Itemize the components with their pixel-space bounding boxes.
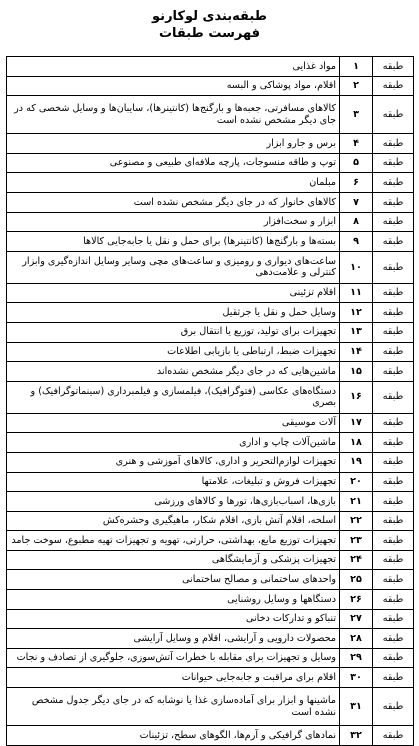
table-row	[7, 96, 414, 134]
class-number-cell: ۶	[340, 173, 373, 193]
class-description-cell: اقلام تزئینی	[7, 283, 340, 303]
table-row	[7, 452, 414, 472]
table-row	[7, 381, 414, 413]
table-row	[7, 192, 414, 212]
class-description-cell: تجهیزات لوازم‌التحریر و اداری، کالاهای آموزشی و هنری	[7, 452, 340, 472]
class-label-cell: طبقه	[373, 472, 414, 492]
class-description-cell: دستگاهها و وسایل روشنایی	[7, 590, 340, 610]
class-label-cell: طبقه	[373, 342, 414, 362]
class-list-body	[7, 57, 414, 746]
table-row	[7, 688, 414, 726]
table-row	[7, 283, 414, 303]
document-title: طبقه‌بندی لوکارنو	[152, 9, 267, 24]
table-row	[7, 212, 414, 232]
class-label-cell: طبقه	[373, 96, 414, 134]
class-label-cell: طبقه	[373, 212, 414, 232]
class-list-table	[6, 56, 414, 746]
class-description-cell: تجهیزات فروش و تبلیغات، علامتها	[7, 472, 340, 492]
class-label-cell: طبقه	[373, 511, 414, 531]
class-description-cell: آلات موسیقی	[7, 413, 340, 433]
class-number-cell: ۱۸	[340, 433, 373, 453]
class-number-cell: ۲۶	[340, 590, 373, 610]
class-description-cell: نمادهای گرافیکی و آرم‌ها، الگوهای سطح، تزئینات	[7, 726, 340, 746]
class-number-cell: ۱۰	[340, 251, 373, 283]
class-description-cell: تجهیزات ضبط، ارتباطی یا بازیابی اطلاعات	[7, 342, 340, 362]
class-label-cell: طبقه	[373, 433, 414, 453]
table-row	[7, 726, 414, 746]
class-label-cell: طبقه	[373, 609, 414, 629]
document-subtitle: فهرست طبقات	[158, 26, 261, 41]
class-number-cell: ۱۵	[340, 362, 373, 382]
table-row	[7, 492, 414, 512]
table-row	[7, 609, 414, 629]
table-row	[7, 134, 414, 154]
class-number-cell: ۳۰	[340, 668, 373, 688]
class-label-cell: طبقه	[373, 232, 414, 252]
class-description-cell: محصولات دارویی و آرایشی، اقلام و وسایل آرایشی	[7, 629, 340, 649]
class-number-cell: ۲۴	[340, 550, 373, 570]
class-description-cell: ماشین‌آلات چاپ و اداری	[7, 433, 340, 453]
class-number-cell: ۲۵	[340, 570, 373, 590]
table-row	[7, 322, 414, 342]
class-number-cell: ۱۳	[340, 322, 373, 342]
class-description-cell: وسایل و تجهیزات برای مقابله با خطرات آتش‌سوزی، جلوگیری از تصادف و نجات	[7, 648, 340, 668]
class-label-cell: طبقه	[373, 322, 414, 342]
class-label-cell: طبقه	[373, 381, 414, 413]
table-row	[7, 570, 414, 590]
class-label-cell: طبقه	[373, 726, 414, 746]
table-row	[7, 232, 414, 252]
class-number-cell: ۳۱	[340, 688, 373, 726]
table-row	[7, 362, 414, 382]
class-label-cell: طبقه	[373, 134, 414, 154]
class-label-cell: طبقه	[373, 413, 414, 433]
class-number-cell: ۱۶	[340, 381, 373, 413]
class-label-cell: طبقه	[373, 531, 414, 551]
class-label-cell: طبقه	[373, 590, 414, 610]
class-number-cell: ۲۳	[340, 531, 373, 551]
document-header	[0, 8, 419, 42]
table-row	[7, 173, 414, 193]
class-number-cell: ۱۲	[340, 303, 373, 323]
class-number-cell: ۱۷	[340, 413, 373, 433]
class-label-cell: طبقه	[373, 251, 414, 283]
class-number-cell: ۱۱	[340, 283, 373, 303]
class-number-cell: ۱	[340, 57, 373, 77]
table-row	[7, 550, 414, 570]
class-description-cell: اقلام، مواد پوشاکی و البسه	[7, 76, 340, 96]
class-description-cell: توپ و طاقه منسوجات، پارچه ملافه‌ای طبیعی و مصنوعی	[7, 153, 340, 173]
class-description-cell: برس و جارو ابزار	[7, 134, 340, 154]
class-description-cell: مواد غذایی	[7, 57, 340, 77]
class-description-cell: تجهیزات برای تولید، توزیع یا انتقال برق	[7, 322, 340, 342]
class-description-cell: ابزار و سخت‌افزار	[7, 212, 340, 232]
class-description-cell: کالاهای خانوار که در جای دیگر مشخص نشده است	[7, 192, 340, 212]
table-row	[7, 629, 414, 649]
table-row	[7, 472, 414, 492]
table-row	[7, 251, 414, 283]
table-row	[7, 342, 414, 362]
class-description-cell: ساعت‌های دیواری و رومیزی و ساعت‌های مچی وسایر وسایل اندازه‌گیری وابزار کنترلی و علامت‌دهی	[7, 251, 340, 283]
class-label-cell: طبقه	[373, 668, 414, 688]
class-description-cell: تنباکو و تدارکات دخانی	[7, 609, 340, 629]
class-label-cell: طبقه	[373, 283, 414, 303]
class-number-cell: ۲۱	[340, 492, 373, 512]
table-row	[7, 590, 414, 610]
table-row	[7, 433, 414, 453]
class-number-cell: ۵	[340, 153, 373, 173]
class-description-cell: دستگاه‌های عکاسی (فتوگرافیک)، فیلمسازی و فیلمبرداری (سینماتوگرافیک) و بصری	[7, 381, 340, 413]
class-number-cell: ۲۸	[340, 629, 373, 649]
class-number-cell: ۷	[340, 192, 373, 212]
class-description-cell: ماشینها و ابزار برای آماده‌سازی غذا یا نوشابه که در جای دیگر جدول مشخص نشده است	[7, 688, 340, 726]
class-number-cell: ۱۹	[340, 452, 373, 472]
class-number-cell: ۳۲	[340, 726, 373, 746]
class-number-cell: ۹	[340, 232, 373, 252]
class-label-cell: طبقه	[373, 570, 414, 590]
class-label-cell: طبقه	[373, 550, 414, 570]
class-description-cell: وسایل حمل و نقل یا جرثقیل	[7, 303, 340, 323]
class-label-cell: طبقه	[373, 688, 414, 726]
class-description-cell: مبلمان	[7, 173, 340, 193]
class-number-cell: ۲۰	[340, 472, 373, 492]
class-description-cell: اقلام برای مراقبت و جابه‌جایی حیوانات	[7, 668, 340, 688]
class-number-cell: ۸	[340, 212, 373, 232]
class-description-cell: بازی‌ها، اسباب‌بازی‌ها، تورها و کالاهای ورزشی	[7, 492, 340, 512]
class-label-cell: طبقه	[373, 57, 414, 77]
class-label-cell: طبقه	[373, 362, 414, 382]
class-description-cell: ماشین‌هایی که در جای دیگر مشخص نشده‌اند	[7, 362, 340, 382]
table-row	[7, 76, 414, 96]
class-description-cell: کالاهای مسافرتی، جعبه‌ها و بارگنج‌ها (کانتینرها)، سایبان‌ها و وسایل شخصی که در جای دیگر مشخص نشده است	[7, 96, 340, 134]
class-number-cell: ۲	[340, 76, 373, 96]
class-description-cell: واحدهای ساختمانی و مصالح ساختمانی	[7, 570, 340, 590]
class-label-cell: طبقه	[373, 76, 414, 96]
class-label-cell: طبقه	[373, 452, 414, 472]
table-row	[7, 303, 414, 323]
table-row	[7, 511, 414, 531]
class-label-cell: طبقه	[373, 173, 414, 193]
class-description-cell: بسته‌ها و بارگنج‌ها (کانتینرها) برای حمل و نقل یا جابه‌جایی کالاها	[7, 232, 340, 252]
class-number-cell: ۲۹	[340, 648, 373, 668]
class-number-cell: ۲۷	[340, 609, 373, 629]
class-label-cell: طبقه	[373, 153, 414, 173]
class-number-cell: ۱۴	[340, 342, 373, 362]
table-row	[7, 57, 414, 77]
table-row	[7, 668, 414, 688]
class-description-cell: اسلحه، اقلام آتش بازی، اقلام شکار، ماهیگیری وحشره‌کش	[7, 511, 340, 531]
class-number-cell: ۳	[340, 96, 373, 134]
table-row	[7, 413, 414, 433]
class-number-cell: ۴	[340, 134, 373, 154]
class-description-cell: تجهیزات پزشکی و آزمایشگاهی	[7, 550, 340, 570]
class-number-cell: ۲۲	[340, 511, 373, 531]
class-label-cell: طبقه	[373, 492, 414, 512]
table-row	[7, 648, 414, 668]
table-row	[7, 153, 414, 173]
table-row	[7, 531, 414, 551]
class-label-cell: طبقه	[373, 192, 414, 212]
class-label-cell: طبقه	[373, 629, 414, 649]
class-label-cell: طبقه	[373, 648, 414, 668]
class-description-cell: تجهیزات توزیع مایع، بهداشتی، حرارتی، تهویه و تجهیزات تهیه مطبوع، سوخت جامد	[7, 531, 340, 551]
class-label-cell: طبقه	[373, 303, 414, 323]
